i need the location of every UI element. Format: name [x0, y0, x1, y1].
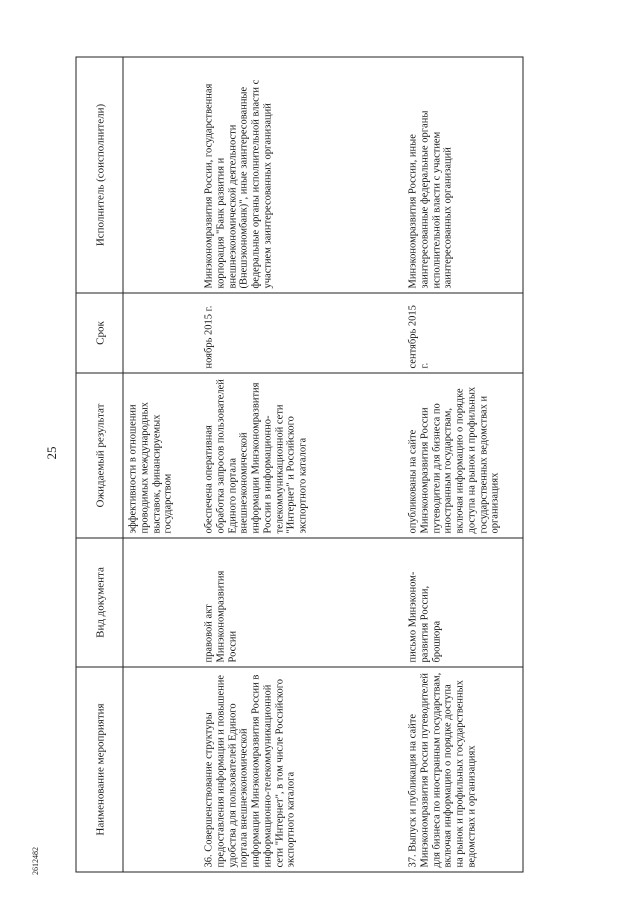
cell-document-type: письмо Минэконом-развития России, брошюра [404, 538, 524, 667]
cell-document-type: правовой акт Минэкономразвития России [200, 538, 404, 667]
table-header-row [76, 57, 123, 872]
header-executor: Исполнитель (соисполнители) [76, 57, 123, 293]
cell-deadline: сентябрь 2015 г. [404, 293, 524, 373]
header-measure-name: Наименование мероприятия [76, 667, 123, 872]
cell-deadline: ноябрь 2015 г. [200, 293, 404, 373]
cell-document-type [123, 538, 200, 667]
cell-executor [123, 57, 200, 293]
document-code: 2612482 [31, 847, 40, 875]
page-number: 25 [44, 446, 59, 460]
cell-measure-name: 36. Совершенствование структуры предоставления информации и повышение удобства для пользователей Единого портала внешнеэкономической информации Минэкономразвития России в информационно-телекоммуникационной сети "Интернет", в том числе Российского экспортного каталога [200, 667, 404, 872]
cell-expected-result: опубликованы на сайте Минэкономразвития России путеводители для бизнеса по иностранным государствам, включая информацию о порядке доступа на рынок и профильных государственных ведомствах и организациях [404, 373, 524, 538]
measures-table-container [76, 58, 516, 873]
cell-executor: Минэкономразвития России, иные заинтересованные федеральные органы исполнительной власти с участием заинтересованных организаций [404, 57, 524, 293]
measures-table [76, 57, 524, 873]
table-row [123, 57, 200, 872]
header-deadline: Срок [76, 293, 123, 373]
cell-executor: Минэкономразвития России, государственная корпорация "Банк развития и внешнеэкономической деятельности (Внешэкономбанк)", иные заинтересованные федеральные органы исполнительной власти с участием заинтересованных организаций [200, 57, 404, 293]
table-row [404, 57, 524, 872]
cell-expected-result: обеспечена оперативная обработка запросов пользователей Единого портала внешнеэкономической информации Минэкономразвития России в информационно-телекоммуникационной сети "Интернет" и Российского экспортного каталога [200, 373, 404, 538]
table-row [200, 57, 404, 872]
header-expected-result: Ожидаемый результат [76, 373, 123, 538]
cell-deadline [123, 293, 200, 373]
cell-measure-name [123, 667, 200, 872]
header-document-type: Вид документа [76, 538, 123, 667]
cell-measure-name: 37. Выпуск и публикация на сайте Минэкономразвития России путеводителей для бизнеса по иностранным государствам, включая информацию о порядке доступа на рынок и профильных государственных ведомствах и организациях [404, 667, 524, 872]
cell-expected-result: эффективности в отношении проводимых международных выставок, финансируемых государством [123, 373, 200, 538]
